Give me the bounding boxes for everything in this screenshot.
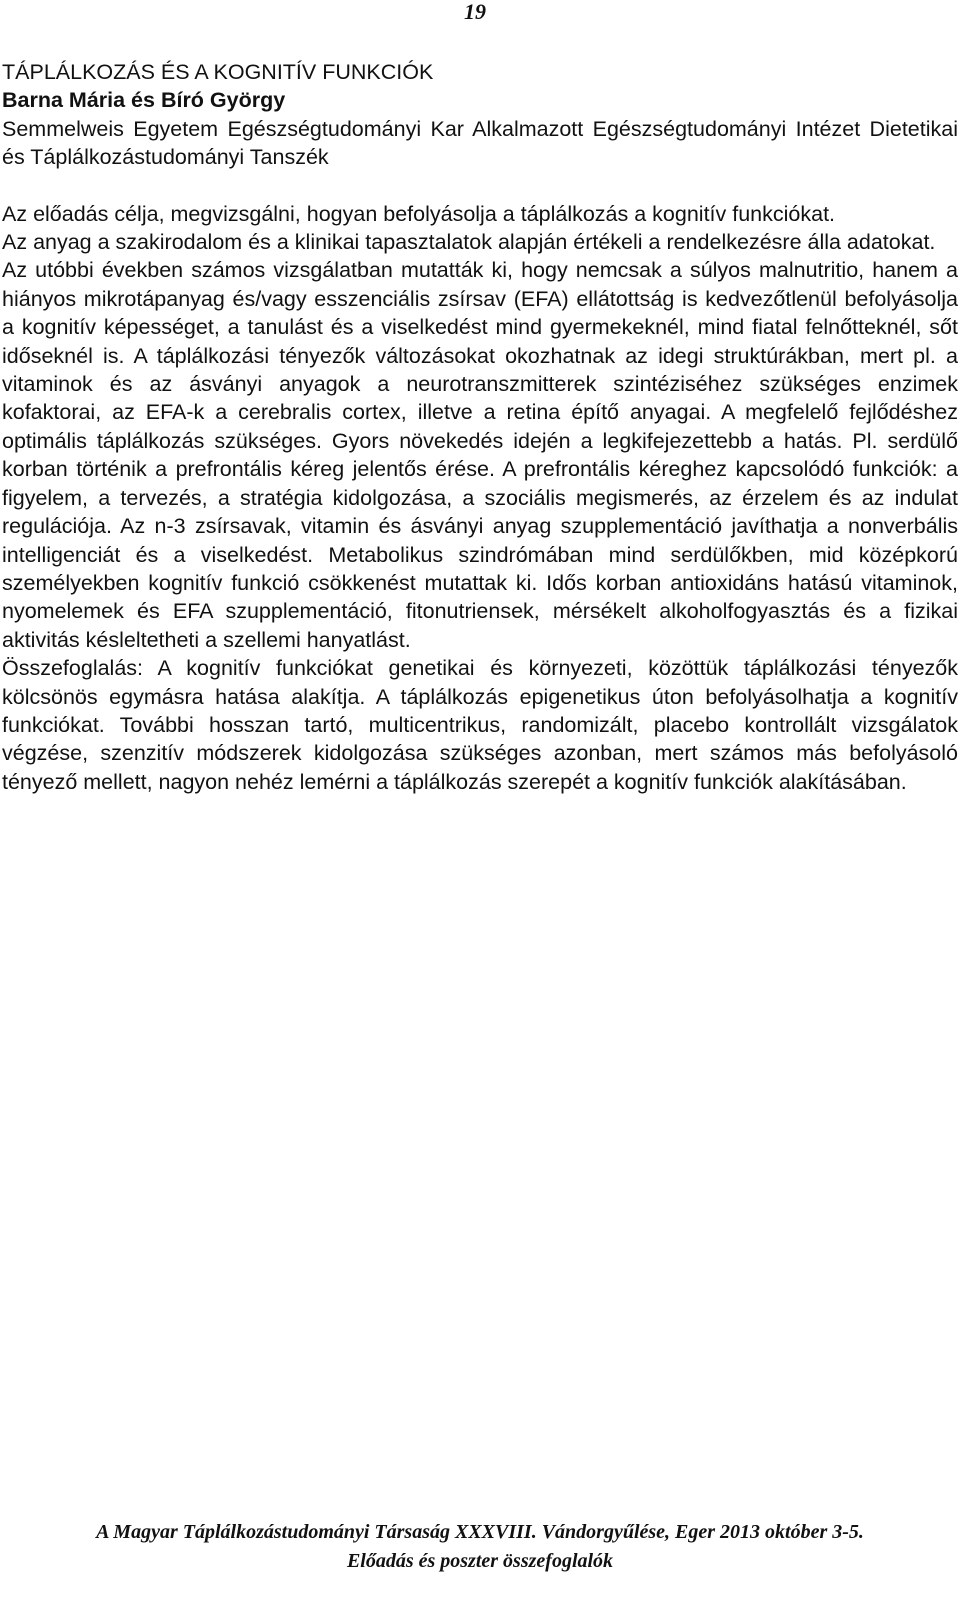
abstract-content xyxy=(2,58,958,796)
abstract-authors: Barna Mária és Bíró György xyxy=(2,88,286,113)
abstract-summary: Összefoglalás: A kognitív funkciókat genetikai és környezeti, közöttük táplálkozási tényezők kölcsönös egymásra hatása alakítja. A táplálkozás epigenetikus úton befolyásolhatja a kognitív funkciókat. További hosszan tartó, multicentrikus, randomizált, placebo kontrollált vizsgálatok végzése, szenzitív módszerek kidolgozása szükséges azonban, mert számos más befolyásoló tényező mellett, nagyon nehéz lemérni a táplálkozás szerepét a kognitív funkciók alakításában. xyxy=(2,656,958,794)
page-footer xyxy=(0,1518,960,1576)
footer-conference: A Magyar Táplálkozástudományi Társaság XXXVIII. Vándorgyűlése, Eger 2013 október 3-5. xyxy=(96,1521,864,1543)
abstract-title: TÁPLÁLKOZÁS ÉS A KOGNITÍV FUNKCIÓK xyxy=(2,60,434,84)
abstract-aim: Az előadás célja, megvizsgálni, hogyan befolyásolja a táplálkozás a kognitív funkciókat. xyxy=(2,201,836,226)
abstract-method: Az anyag a szakirodalom és a klinikai tapasztalatok alapján értékeli a rendelkezésre álla adatokat. xyxy=(2,230,936,255)
abstract-affiliation: Semmelweis Egyetem Egészségtudományi Kar Alkalmazott Egészségtudományi Intézet Dietetikai és Táplálkozástudományi Tanszék xyxy=(2,116,958,170)
paragraph-gap xyxy=(2,172,958,200)
footer-subtitle: Előadás és poszter összefoglalók xyxy=(346,1550,614,1572)
abstract-results: Az utóbbi években számos vizsgálatban mutatták ki, hogy nemcsak a súlyos malnutritio, hanem a hiányos mikrotápanyag és/vagy esszenciális zsírsav (EFA) ellátottság is kedvezőtlenül befolyásolja a kognitív képességet, a tanulást és a viselkedést mind gyermekeknél, mind fiatal felnőtteknél, sőt időseknél is. A táplálkozási tényezők változásokat okozhatnak az idegi struktúrákban, mert pl. a vitaminok és az ásványi anyagok a neurotranszmitterek szintéziséhez szükséges enzimek kofaktorai, az EFA-k a cerebralis cortex, illetve a retina építő anyagai. A megfelelő fejlődéshez optimális táplálkozás szükséges. Gyors növekedés idején a legkifejezettebb a hatás. Pl. serdülő korban történik a prefrontális kéreg jelentős érése. A prefrontális kéreghez kapcsolódó funkciók: a figyelem, a tervezés, a stratégia kidolgozása, a szociális megismerés, az érzelem és az indulat regulációja. Az n-3 zsírsavak, vitamin és ásványi anyag szupplementáció javíthatja a nonverbális intelligenciát és a viselkedést. Metabolikus szindrómában mind serdülőkben, mid középkorú személyekben kognitív funkció csökkenést mutattak ki. Idős korban antioxidáns hatású vitaminok, nyomelemek és EFA szupplementáció, fitonutriensek, mérsékelt alkoholfogyasztás és a fizikai aktivitás késleltetheti a szellemi hanyatlást. xyxy=(2,258,958,652)
page-number: 19 xyxy=(464,0,486,24)
